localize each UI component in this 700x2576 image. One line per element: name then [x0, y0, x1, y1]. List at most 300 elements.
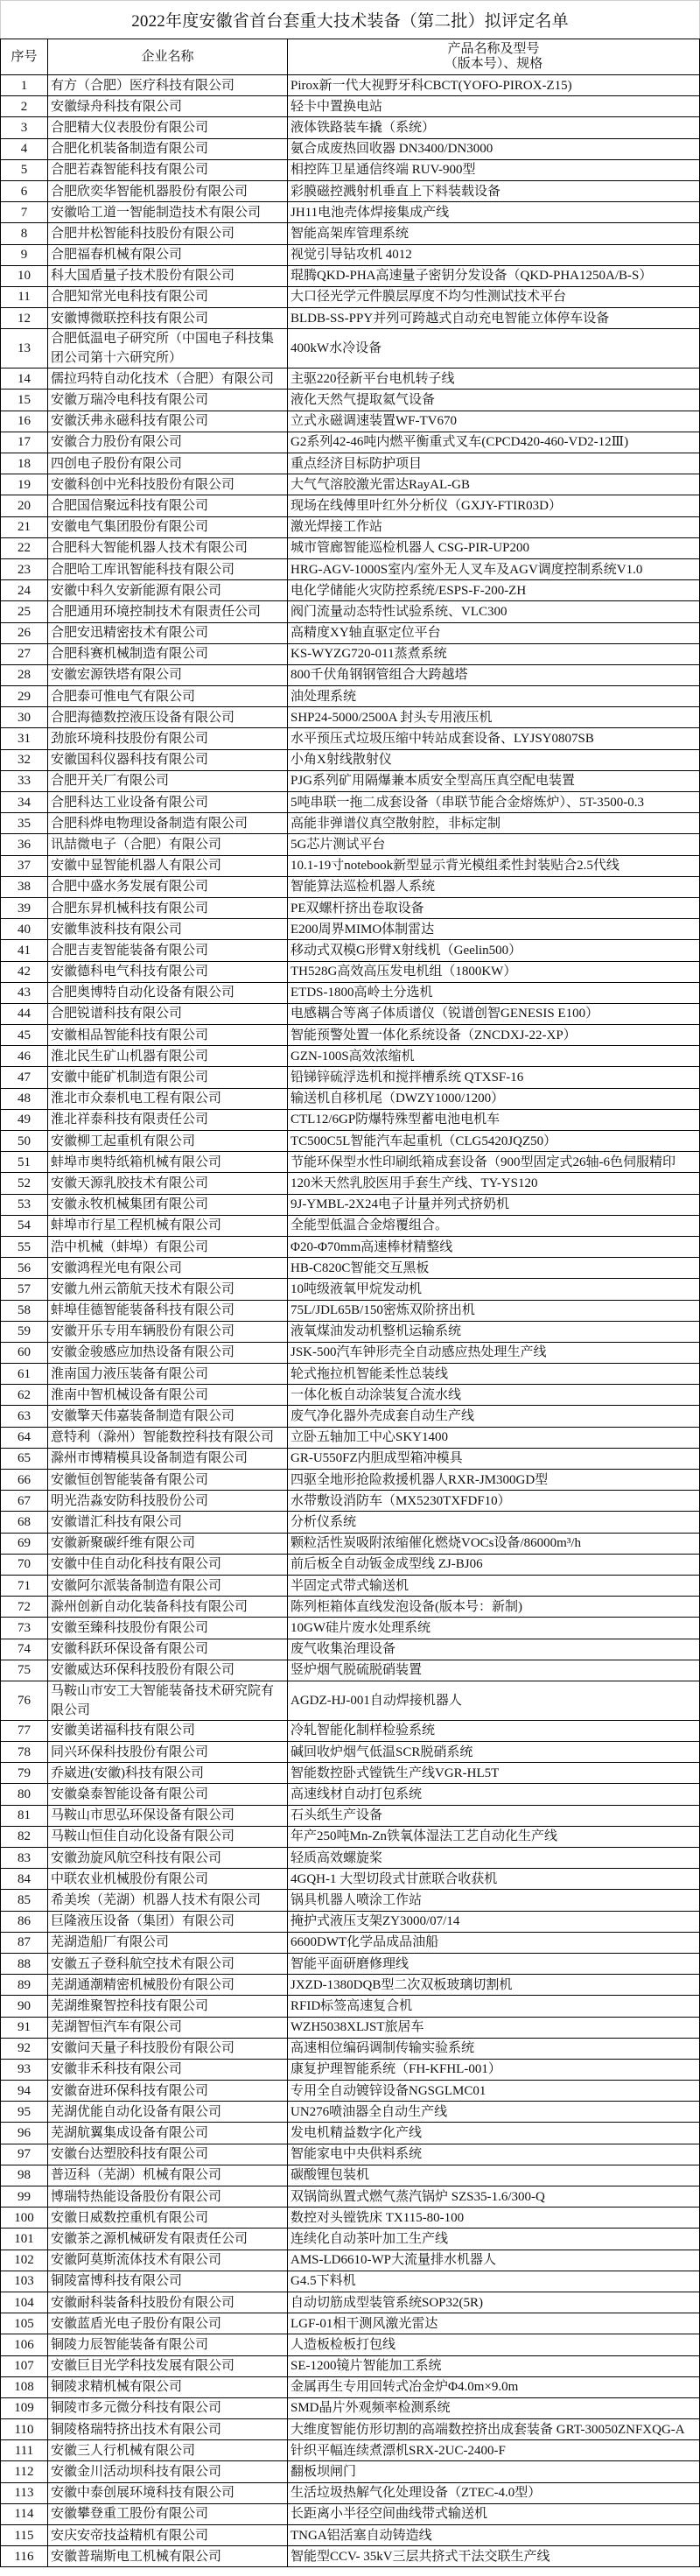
table-row [1, 1195, 700, 1216]
table-row [1, 1237, 700, 1258]
seq-cell: 53 [1, 1195, 48, 1215]
seq-cell: 21 [1, 517, 48, 537]
company-cell: 合肥科达工业设备有限公司 [48, 792, 288, 812]
seq-cell: 32 [1, 750, 48, 770]
table-row [1, 245, 700, 266]
table-row [1, 432, 700, 453]
table-row [1, 601, 700, 622]
company-cell: 劲旅环境科技股份有限公司 [48, 728, 288, 748]
product-cell: 竖炉烟气脱硫脱硝装置 [288, 1660, 700, 1681]
table-row [1, 411, 700, 432]
company-cell: 讯喆微电子（合肥）有限公司 [48, 834, 288, 854]
product-cell: 废气收集治理设备 [288, 1639, 700, 1660]
table-row [1, 898, 700, 919]
product-cell: 5G芯片测试平台 [288, 834, 700, 854]
table-row [1, 1534, 700, 1555]
seq-cell: 106 [1, 2334, 48, 2355]
product-cell: 相控阵卫星通信终端 RUV-900型 [288, 160, 700, 180]
table-row [1, 2356, 700, 2377]
table-row [1, 2398, 700, 2419]
company-cell: 合肥泰可惟电气有限公司 [48, 686, 288, 706]
product-cell: 水平预压式垃圾压缩中转站成套设备、LYJSY0807SB [288, 728, 700, 748]
company-cell: 合肥知常光电科技有限公司 [48, 287, 288, 307]
table-row [1, 771, 700, 792]
table-row [1, 1343, 700, 1364]
product-cell: 连续化自动茶叶加工生产线 [288, 2229, 700, 2249]
seq-cell: 12 [1, 308, 48, 328]
product-cell: 大口径光学元件膜层厚度不均匀性测试技术平台 [288, 287, 700, 307]
company-cell: 安徽非禾科技有限公司 [48, 2060, 288, 2080]
seq-cell: 105 [1, 2313, 48, 2334]
company-cell: 合肥福春机械有限公司 [48, 245, 288, 265]
table-row [1, 1046, 700, 1067]
seq-cell: 104 [1, 2292, 48, 2313]
product-cell: TH528G高效高压发电机组（1800KW） [288, 962, 700, 982]
table-row [1, 834, 700, 855]
seq-cell: 87 [1, 1933, 48, 1953]
product-cell: 氨合成废热回收器 DN3400/DN3000 [288, 139, 700, 159]
seq-cell: 69 [1, 1534, 48, 1554]
company-cell: 合肥哈工库讯智能科技有限公司 [48, 559, 288, 579]
company-cell: 安徽威达环保科技股份有限公司 [48, 1660, 288, 1681]
company-cell: 安徽科创中光科技股份有限公司 [48, 474, 288, 495]
company-cell: 安徽电气集团股份有限公司 [48, 517, 288, 537]
seq-cell: 10 [1, 266, 48, 286]
company-cell: 合肥东昇机械科技有限公司 [48, 898, 288, 918]
company-cell: 铜陵求精机械有限公司 [48, 2377, 288, 2397]
table-row [1, 1806, 700, 1827]
company-cell: 芜湖优能自动化设备有限公司 [48, 2102, 288, 2122]
table-row [1, 1216, 700, 1237]
table-row [1, 644, 700, 665]
header-product-line1: 产品名称及型号 [447, 42, 540, 56]
product-cell: 陈列柜箱体直线发泡设备(版本号：新制) [288, 1597, 700, 1617]
product-cell: 视觉引导钻攻机 4012 [288, 245, 700, 265]
seq-cell: 40 [1, 919, 48, 939]
table-row [1, 1890, 700, 1911]
product-cell: 石头纸生产设备 [288, 1806, 700, 1826]
table-row [1, 1660, 700, 1681]
product-cell: 人造板检板打包线 [288, 2334, 700, 2355]
product-cell: 高速线材自动打包系统 [288, 1784, 700, 1804]
seq-cell: 111 [1, 2440, 48, 2460]
table-row [1, 117, 700, 138]
product-cell: KS-WYZG720-011蒸煮系统 [288, 644, 700, 664]
table-row [1, 223, 700, 244]
table-row [1, 2377, 700, 2398]
product-cell: 轮式拖拉机智能柔性总装线 [288, 1364, 700, 1384]
seq-cell: 25 [1, 601, 48, 621]
company-cell: 安徽金骏感应加热设备有限公司 [48, 1343, 288, 1363]
table-row [1, 1512, 700, 1533]
product-cell: 智能预警处置一体化系统设备（ZNCDXJ-22-XP） [288, 1025, 700, 1045]
product-cell: 节能环保型水性印刷纸箱成套设备（900型固定式26轴-6色伺服精印 [288, 1152, 700, 1172]
company-cell: 铜陵市多元微分科技有限公司 [48, 2398, 288, 2418]
seq-cell: 72 [1, 1597, 48, 1617]
company-cell: 安徽五子登科航空技术有限公司 [48, 1954, 288, 1974]
seq-cell: 24 [1, 580, 48, 600]
product-cell: 5吨串联一拖二成套设备（串联节能合金熔炼炉）、5T-3500-0.3 [288, 792, 700, 812]
company-cell: 巨隆液压设备（集团）有限公司 [48, 1912, 288, 1932]
company-cell: 安徽新聚碳纤维有限公司 [48, 1534, 288, 1554]
seq-cell: 93 [1, 2060, 48, 2080]
company-cell: 合肥化机装备制造有限公司 [48, 139, 288, 159]
product-cell: JSK-500汽车钟形壳全自动感应热处理生产线 [288, 1343, 700, 1363]
product-cell: GR-U550FZ内胆成型箱冲模具 [288, 1449, 700, 1469]
product-cell: HRG-AGV-1000S室内/室外无人叉车及AGV调度控制系统V1.0 [288, 559, 700, 579]
product-cell: 液氧煤油发动机整机运输系统 [288, 1322, 700, 1342]
table-row [1, 495, 700, 516]
product-cell: 输送机自移机尾（DWZY1000/1200） [288, 1089, 700, 1109]
table-row [1, 792, 700, 813]
seq-cell: 38 [1, 877, 48, 897]
seq-cell: 41 [1, 940, 48, 960]
product-cell: 翻板坝闸门 [288, 2461, 700, 2481]
product-cell: 发电机精益数字化产线 [288, 2123, 700, 2143]
company-cell: 合肥锐谱科技有限公司 [48, 1004, 288, 1024]
seq-cell: 115 [1, 2525, 48, 2545]
company-cell: 中联农业机械股份有限公司 [48, 1869, 288, 1889]
seq-cell: 45 [1, 1025, 48, 1045]
seq-cell: 67 [1, 1491, 48, 1511]
table-row [1, 919, 700, 940]
seq-cell: 1 [1, 75, 48, 95]
product-cell: 高精度XY轴直驱定位平台 [288, 623, 700, 643]
company-cell: 合肥精大仪表股份有限公司 [48, 117, 288, 137]
product-cell: 液体铁路装车撬（系统） [288, 117, 700, 137]
table-row [1, 1110, 700, 1131]
company-cell: 马鞍山市安工大智能装备技术研究院有限公司 [48, 1681, 288, 1720]
company-cell: 安徽阿尔派装备制造有限公司 [48, 1576, 288, 1596]
product-cell: 小角X射线散射仪 [288, 750, 700, 770]
seq-cell: 82 [1, 1827, 48, 1847]
company-cell: 安徽鸿程光电有限公司 [48, 1258, 288, 1278]
company-cell: 芜湖航翼集成设备有限公司 [48, 2123, 288, 2143]
product-cell: RFID标签高速复合机 [288, 1996, 700, 2016]
company-cell: 安徽哈工道一智能制造技术有限公司 [48, 202, 288, 222]
seq-cell: 83 [1, 1848, 48, 1868]
seq-cell: 89 [1, 1975, 48, 1995]
table-row [1, 1763, 700, 1784]
product-cell: UN276喷油器全自动生产线 [288, 2102, 700, 2122]
seq-cell: 6 [1, 181, 48, 201]
table-row [1, 369, 700, 390]
seq-cell: 8 [1, 223, 48, 243]
table-row [1, 2123, 700, 2144]
table-row [1, 2440, 700, 2461]
product-cell: 大维度智能仿形切割的高端数控挤出成套装备 GRT-30050ZNFXQG-A [288, 2419, 700, 2439]
table-row [1, 2018, 700, 2039]
table-row [1, 139, 700, 160]
product-cell: 专用全自动镀锌设备NGSGLMC01 [288, 2081, 700, 2101]
seq-cell: 61 [1, 1364, 48, 1384]
product-cell: 电感耦合等离子体质谱仪（锐谱创智GENESIS E100） [288, 1004, 700, 1024]
header-product [288, 39, 700, 74]
seq-cell: 99 [1, 2186, 48, 2207]
seq-cell: 50 [1, 1131, 48, 1151]
seq-cell: 113 [1, 2483, 48, 2503]
company-cell: 淮南国力液压装备有限公司 [48, 1364, 288, 1384]
table-row [1, 181, 700, 202]
product-cell: PE双螺杆挤出卷取设备 [288, 898, 700, 918]
company-cell: 安徽万瑞冷电科技有限公司 [48, 390, 288, 410]
table-row [1, 202, 700, 223]
header-product-line2: （版本号）、规格 [444, 57, 543, 71]
company-cell: 合肥科赛机械制造有限公司 [48, 644, 288, 664]
table-row [1, 940, 700, 961]
company-cell: 马鞍山市思弘环保设备有限公司 [48, 1806, 288, 1826]
company-cell: 合肥井松智能科技股份有限公司 [48, 223, 288, 243]
seq-cell: 80 [1, 1784, 48, 1804]
product-cell: LGF-01相干测风激光雷达 [288, 2313, 700, 2334]
table-row [1, 474, 700, 495]
seq-cell: 75 [1, 1660, 48, 1681]
product-cell: 400kW水冷设备 [288, 329, 700, 368]
table-body [1, 75, 700, 2567]
company-cell: 合肥开关厂有限公司 [48, 771, 288, 791]
company-cell: 安徽天源乳胶技术有限公司 [48, 1173, 288, 1193]
seq-cell: 58 [1, 1301, 48, 1321]
company-cell: 安徽绿舟科技有限公司 [48, 96, 288, 116]
company-cell: 安徽隼波科技有限公司 [48, 919, 288, 939]
company-cell: 乔崴进(安徽)科技有限公司 [48, 1763, 288, 1783]
company-cell: 普迈科（芜湖）机械有限公司 [48, 2165, 288, 2186]
company-cell: 安徽谱汇科技有限公司 [48, 1512, 288, 1532]
seq-cell: 64 [1, 1428, 48, 1448]
table-row [1, 2165, 700, 2186]
company-cell: 合肥若森智能科技有限公司 [48, 160, 288, 180]
seq-cell: 79 [1, 1763, 48, 1783]
table-row [1, 1449, 700, 1470]
table-row [1, 390, 700, 411]
product-cell: 锅具机器人喷涂工作站 [288, 1890, 700, 1910]
seq-cell: 103 [1, 2271, 48, 2292]
product-cell: 激光焊接工作站 [288, 517, 700, 537]
seq-cell: 108 [1, 2377, 48, 2397]
table-row [1, 1406, 700, 1427]
company-cell: 安徽耐科装备科技股份有限公司 [48, 2292, 288, 2313]
company-cell: 安徽中科久安新能源有限公司 [48, 580, 288, 600]
company-cell: 安徽至臻科技股份有限公司 [48, 1618, 288, 1638]
product-cell: 智能型CCV- 35kV三层共挤式干法交联生产线 [288, 2546, 700, 2566]
table-row [1, 1385, 700, 1406]
product-cell: AGDZ-HJ-001自动焊接机器人 [288, 1681, 700, 1720]
company-cell: 安徽柳工起重机有限公司 [48, 1131, 288, 1151]
seq-cell: 19 [1, 474, 48, 495]
seq-cell: 78 [1, 1742, 48, 1762]
company-cell: 安徽劲旋风航空科技有限公司 [48, 1848, 288, 1868]
company-cell: 芜湖通潮精密机械股份有限公司 [48, 1975, 288, 1995]
product-cell: 碱回收炉烟气低温SCR脱硝系统 [288, 1742, 700, 1762]
table-row [1, 2525, 700, 2546]
product-cell: 智能家电中央供料系统 [288, 2144, 700, 2165]
company-cell: 安徽恒创智能装备有限公司 [48, 1470, 288, 1490]
company-cell: 淮北市众泰机电工程有限公司 [48, 1089, 288, 1109]
company-cell: 安徽相品智能科技有限公司 [48, 1025, 288, 1045]
product-cell: PJG系列矿用隔爆兼本质安全型高压真空配电装置 [288, 771, 700, 791]
product-cell: 城市管廊智能巡检机器人 CSG-PIR-UP200 [288, 538, 700, 558]
company-cell: 安徽蓝盾光电子股份有限公司 [48, 2313, 288, 2334]
table-row [1, 1933, 700, 1954]
table-row [1, 1827, 700, 1848]
product-cell: G4.5下料机 [288, 2271, 700, 2292]
seq-cell: 18 [1, 453, 48, 474]
table-row [1, 813, 700, 834]
table-row [1, 1784, 700, 1805]
table-row [1, 517, 700, 538]
seq-cell: 68 [1, 1512, 48, 1532]
product-cell: SMD晶片外观频率检测系统 [288, 2398, 700, 2418]
table-row [1, 538, 700, 559]
product-cell: 立卧五轴加工中心SKY1400 [288, 1428, 700, 1448]
table-row [1, 2102, 700, 2123]
product-cell: 高能非弹谱仪真空散射腔，非标定制 [288, 813, 700, 833]
product-cell: 水带敷设消防车（MX5230TXFDF10） [288, 1491, 700, 1511]
product-cell: CTL12/6GP防爆特殊型蓄电池电机车 [288, 1110, 700, 1130]
company-cell: 安徽擎天伟嘉装备制造有限公司 [48, 1406, 288, 1426]
product-cell: 高速相位编码调制传输实验系统 [288, 2039, 700, 2059]
table-row [1, 856, 700, 877]
company-cell: 淮北民生矿山机器有限公司 [48, 1046, 288, 1066]
table-row [1, 728, 700, 749]
seq-cell: 59 [1, 1322, 48, 1342]
company-cell: 安徽永牧机械集团有限公司 [48, 1195, 288, 1215]
product-cell: 四驱全地形抢险救援机器人RXR-JM300GD型 [288, 1470, 700, 1490]
company-cell: 安徽普瑞斯电工机械有限公司 [48, 2546, 288, 2566]
product-cell: 生活垃圾热解气化处理设备（ZTEC-4.0型） [288, 2483, 700, 2503]
table-row [1, 1173, 700, 1194]
product-cell: 主驱220径新平台电机转子线 [288, 369, 700, 389]
company-cell: 儒拉玛特自动化技术（合肥）有限公司 [48, 369, 288, 389]
seq-cell: 101 [1, 2229, 48, 2249]
company-cell: 安庆安帝技益精机有限公司 [48, 2525, 288, 2545]
seq-cell: 23 [1, 559, 48, 579]
seq-cell: 9 [1, 245, 48, 265]
product-cell: 75L/JDL65B/150密炼双阶挤出机 [288, 1301, 700, 1321]
product-cell: AMS-LD6610-WP大流量排水机器人 [288, 2250, 700, 2271]
seq-cell: 34 [1, 792, 48, 812]
product-cell: 智能平面研磨修理线 [288, 1954, 700, 1974]
seq-cell: 17 [1, 432, 48, 453]
table-row [1, 2461, 700, 2482]
company-cell: 浩中机械（蚌埠）有限公司 [48, 1237, 288, 1257]
company-cell: 安徽台达塑胶科技有限公司 [48, 2144, 288, 2165]
seq-cell: 5 [1, 160, 48, 180]
product-cell: BLDB-SS-PPY并列可跨越式自动充电智能立体停车设备 [288, 308, 700, 328]
product-cell: HB-C820C智能交互黑板 [288, 1258, 700, 1278]
table-row [1, 1089, 700, 1110]
company-cell: 铜陵富博科技有限公司 [48, 2271, 288, 2292]
seq-cell: 77 [1, 1721, 48, 1741]
company-cell: 铜陵力辰智能装备有限公司 [48, 2334, 288, 2355]
table-row [1, 1152, 700, 1173]
company-cell: 安徽国科仪器科技有限公司 [48, 750, 288, 770]
table-row [1, 1996, 700, 2017]
seq-cell: 49 [1, 1110, 48, 1130]
product-cell: 康复护理智能系统（FH-KFHL-001） [288, 2060, 700, 2080]
seq-cell: 29 [1, 686, 48, 706]
table-row [1, 665, 700, 686]
company-cell: 蚌埠佳德智能装备科技有限公司 [48, 1301, 288, 1321]
product-cell: 800千伏角钢钢管组合大跨越塔 [288, 665, 700, 685]
table-row [1, 2039, 700, 2060]
seq-cell: 85 [1, 1890, 48, 1910]
seq-cell: 36 [1, 834, 48, 854]
table-row [1, 2313, 700, 2334]
seq-cell: 65 [1, 1449, 48, 1469]
product-cell: 全能型低温合金熔覆组合。 [288, 1216, 700, 1236]
product-cell: 轻卡中置换电站 [288, 96, 700, 116]
table-row [1, 287, 700, 308]
seq-cell: 100 [1, 2207, 48, 2228]
table-row [1, 1869, 700, 1890]
table-row [1, 2229, 700, 2250]
seq-cell: 3 [1, 117, 48, 137]
table-row [1, 1618, 700, 1639]
table-row [1, 1470, 700, 1491]
table-row [1, 1428, 700, 1449]
table-row [1, 623, 700, 644]
table-row [1, 1954, 700, 1975]
seq-cell: 13 [1, 329, 48, 368]
company-cell: 安徽科跃环保设备有限公司 [48, 1639, 288, 1660]
company-cell: 安徽中显智能机器人有限公司 [48, 856, 288, 876]
table-row [1, 2483, 700, 2504]
seq-cell: 35 [1, 813, 48, 833]
company-cell: 安徽中泰创展环境科技有限公司 [48, 2483, 288, 2503]
seq-cell: 86 [1, 1912, 48, 1932]
company-cell: 意特利（滁州）智能数控科技有限公司 [48, 1428, 288, 1448]
table-row [1, 1639, 700, 1660]
seq-cell: 52 [1, 1173, 48, 1193]
product-cell: Φ20-Φ70mm高速棒材精整线 [288, 1237, 700, 1257]
company-cell: 安徽中能矿机制造有限公司 [48, 1067, 288, 1087]
table-row [1, 2186, 700, 2207]
company-cell: 安徽燊泰智能设备有限公司 [48, 1784, 288, 1804]
table-row [1, 1004, 700, 1025]
table-row [1, 1491, 700, 1512]
table-row [1, 453, 700, 474]
seq-cell: 37 [1, 856, 48, 876]
table-row [1, 2060, 700, 2081]
product-cell: 数控对头镗铣床 TX115-80-100 [288, 2207, 700, 2228]
seq-cell: 2 [1, 96, 48, 116]
company-cell: 合肥安迅精密技术有限公司 [48, 623, 288, 643]
table-row [1, 1912, 700, 1933]
table-row [1, 2292, 700, 2313]
table-row [1, 1279, 700, 1300]
company-cell: 合肥通用环境控制技术有限责任公司 [48, 601, 288, 621]
table-row [1, 2144, 700, 2165]
product-cell: 年产250吨Mn-Zn铁氧体湿法工艺自动化生产线 [288, 1827, 700, 1847]
company-cell: 有方（合肥）医疗科技有限公司 [48, 75, 288, 95]
product-cell: 4GQH-1 大型切段式甘蔗联合收获机 [288, 1869, 700, 1889]
seq-cell: 60 [1, 1343, 48, 1363]
seq-cell: 56 [1, 1258, 48, 1278]
seq-cell: 39 [1, 898, 48, 918]
company-cell: 安徽美诺福科技有限公司 [48, 1721, 288, 1741]
company-cell: 安徽德科电气科技有限公司 [48, 962, 288, 982]
table-row [1, 1555, 700, 1576]
company-cell: 滁州市博精模具设备制造有限公司 [48, 1449, 288, 1469]
seq-cell: 16 [1, 411, 48, 432]
table-row [1, 1025, 700, 1046]
company-cell: 安徽茶之源机械研发有限责任公司 [48, 2229, 288, 2249]
table-row [1, 2250, 700, 2271]
company-cell: 铜陵格瑞特挤出技术有限公司 [48, 2419, 288, 2439]
company-cell: 蚌埠市行星工程机械有限公司 [48, 1216, 288, 1236]
table-row [1, 1681, 700, 1721]
